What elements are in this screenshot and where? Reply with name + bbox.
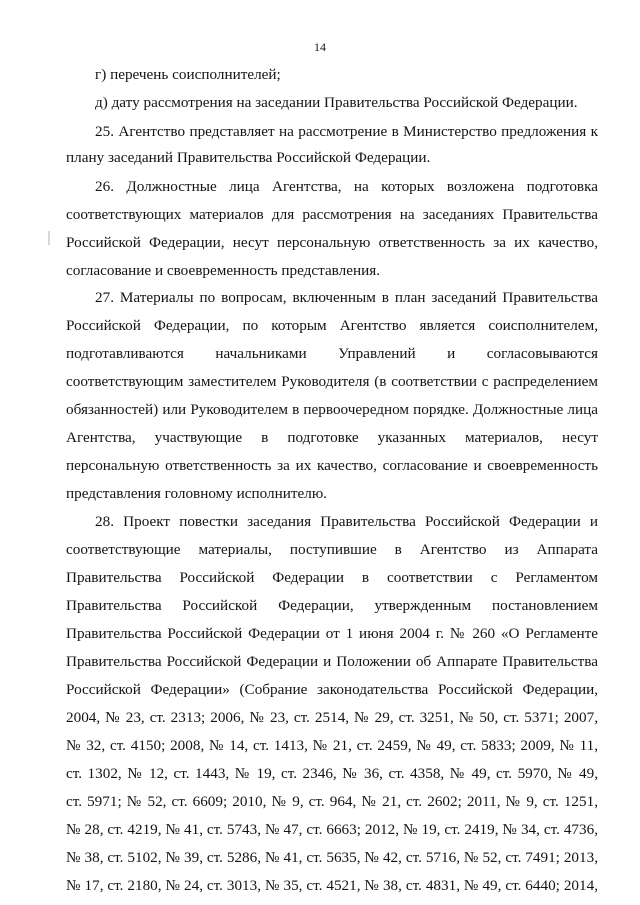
text-line: ст. 5971; № 52, ст. 6609; 2010, № 9, ст. 964, № 21, ст. 2602; 2011, № 9, ст. 1251, [66,793,598,810]
text-line: соответствующим заместителем Руководителя (в соответствии с распределением [66,373,598,390]
text-line: № 32, ст. 4150; 2008, № 14, ст. 1413, № 21, ст. 2459, № 49, ст. 5833; 2009, № 11, [66,737,598,754]
text-line: 28. Проект повестки заседания Правительства Российской Федерации и [95,513,598,530]
text-line: соответствующих материалов для рассмотрения на заседаниях Правительства [66,206,598,223]
text-line: ст. 1302, № 12, ст. 1443, № 19, ст. 2346, № 36, ст. 4358, № 49, ст. 5970, № 49, [66,765,598,782]
text-line: № 38, ст. 5102, № 39, ст. 5286, № 41, ст. 5635, № 42, ст. 5716, № 52, ст. 7491; 2013, [66,849,598,866]
text-line: согласование и своевременность представления. [66,262,381,279]
text-line: Российской Федерации» (Собрание законодательства Российской Федерации, [66,681,598,698]
text-line: персональную ответственность за их качество, согласование и своевременность [66,457,598,474]
text-line: 25. Агентство представляет на рассмотрение в Министерство предложения к [95,123,598,140]
text-line: 27. Материалы по вопросам, включенным в план заседаний Правительства [95,289,598,306]
text-line: Правительства Российской Федерации от 1 июня 2004 г. № 260 «О Регламенте [66,625,598,642]
scan-edge-mark [48,231,50,245]
text-line: № 28, ст. 4219, № 41, ст. 5743, № 47, ст. 6663; 2012, № 19, ст. 2419, № 34, ст. 4736, [66,821,598,838]
text-line: Правительства Российской Федерации, утвержденным постановлением [66,597,598,614]
text-line: № 17, ст. 2180, № 24, ст. 3013, № 35, ст. 4521, № 38, ст. 4831, № 49, ст. 6440; 2014, [66,877,598,894]
page-number: 14 [314,40,326,54]
text-line: Правительства Российской Федерации в соответствии с Регламентом [66,569,598,586]
text-line: Российской Федерации, по которым Агентство является соисполнителем, [66,317,598,334]
text-line: 2004, № 23, ст. 2313; 2006, № 23, ст. 2514, № 29, ст. 3251, № 50, ст. 5371; 2007, [66,709,598,726]
text-line: Правительства Российской Федерации и Положении об Аппарате Правительства [66,653,598,670]
text-line: представления головному исполнителю. [66,485,327,502]
text-line: плану заседаний Правительства Российской Федерации. [66,149,431,166]
text-line: Агентства, участвующие в подготовке указанных материалов, несут [66,429,598,446]
text-line: подготавливаются начальниками Управлений и согласовываются [66,345,598,362]
text-line: 26. Должностные лица Агентства, на которых возложена подготовка [95,178,598,195]
text-line: г) перечень соисполнителей; [95,66,281,83]
text-line: д) дату рассмотрения на заседании Правительства Российской Федерации. [95,94,578,111]
text-line: обязанностей) или Руководителем в первоочередном порядке. Должностные лица [66,401,598,418]
text-line: Российской Федерации, несут персональную ответственность за их качество, [66,234,598,251]
text-line: соответствующие материалы, поступившие в Агентство из Аппарата [66,541,598,558]
